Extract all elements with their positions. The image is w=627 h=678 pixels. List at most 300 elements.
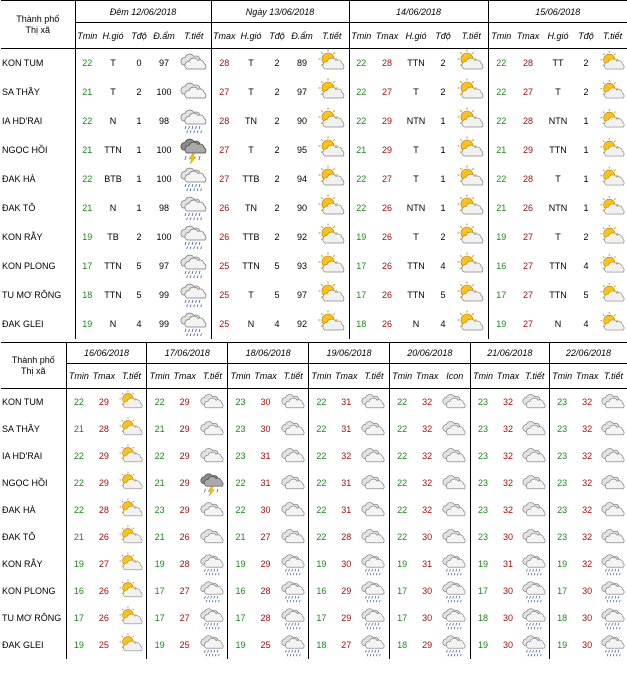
d14-tmax: 29 <box>381 116 392 126</box>
night-wind-direction: N <box>109 203 117 213</box>
night-tmin: 21 <box>75 194 99 223</box>
tmax: 30 <box>422 586 433 596</box>
tmin: 21 <box>66 416 91 443</box>
tmax: 32 <box>582 397 593 408</box>
city-header <box>1 1 75 49</box>
column-header: H.gió <box>401 23 431 49</box>
weather-cell <box>278 470 308 497</box>
d15-wind-level: 1 <box>583 174 589 184</box>
d15-tmin: 19 <box>488 310 514 339</box>
weather-cell <box>440 551 470 578</box>
day-weather-cell <box>315 194 349 223</box>
column-header: T.tiết <box>278 364 308 389</box>
tmax: 28 <box>179 559 190 569</box>
tmax: 27 <box>341 640 352 650</box>
city-header-line2: Thị xã <box>25 24 50 35</box>
sun-cloud-icon <box>599 224 627 251</box>
weather-cell <box>197 578 227 605</box>
weather-cell <box>359 632 389 659</box>
weather-cell <box>197 524 227 551</box>
d14-weather-cell <box>455 252 488 281</box>
tmin: 21 <box>228 524 253 551</box>
tmax: 26 <box>98 532 109 542</box>
d15-wind-direction: N <box>554 319 562 329</box>
weather-cell <box>359 524 389 551</box>
night-wind-direction: T <box>110 58 116 69</box>
tmax: 32 <box>502 505 513 515</box>
night-wind-level: 0 <box>136 58 142 69</box>
d14-tmin: 21 <box>349 136 373 165</box>
d14-tmin: 19 <box>349 223 373 252</box>
d14-tmin: 17 <box>349 252 373 281</box>
tmax: 30 <box>502 640 513 650</box>
d14-weather-cell <box>455 107 488 136</box>
cloudy-icon <box>441 498 468 523</box>
day-tmax: 28 <box>211 107 237 136</box>
day-wind-level: 5 <box>274 290 280 300</box>
city-name: KON TUM <box>2 58 44 69</box>
day-humidity: 97 <box>296 290 307 300</box>
weather-cell <box>278 578 308 605</box>
tmax: 28 <box>260 613 271 623</box>
tmax: 30 <box>260 424 271 434</box>
rain-icon <box>600 633 627 658</box>
rain-icon <box>441 552 468 577</box>
day-wind-level: 2 <box>274 174 280 184</box>
night-humidity: 100 <box>156 174 172 184</box>
weather-cell <box>278 443 308 470</box>
forecast-table-2 <box>1 342 627 659</box>
table-row <box>1 497 627 524</box>
tmin: 22 <box>309 389 334 416</box>
sun-cloud-icon <box>456 78 486 106</box>
d14-wind-level: 2 <box>440 87 446 97</box>
column-header: Icon <box>440 364 470 389</box>
city-name: IA HD'RAI <box>2 116 43 126</box>
cloudy-icon <box>521 498 548 523</box>
d15-tmin: 22 <box>488 165 514 194</box>
cloudy-icon <box>600 525 627 550</box>
sun-cloud-icon <box>118 552 145 577</box>
tmin: 22 <box>66 389 91 416</box>
tmin: 23 <box>470 497 495 524</box>
rain-icon <box>441 579 468 604</box>
tmax: 32 <box>582 505 593 515</box>
weather-cell <box>521 416 550 443</box>
night-humidity: 99 <box>158 319 169 329</box>
night-wind-level: 2 <box>136 87 142 97</box>
tmax: 32 <box>502 424 513 434</box>
date-header: 18/06/2018 <box>228 343 309 364</box>
column-header: T.tiết <box>117 364 147 389</box>
table-row <box>1 470 627 497</box>
tmin: 17 <box>389 605 414 632</box>
column-header: T.tiết <box>600 364 627 389</box>
weather-cell <box>440 443 470 470</box>
sun-cloud-icon <box>456 49 486 77</box>
cloudy-icon <box>521 417 548 442</box>
weather-cell <box>278 416 308 443</box>
rain-icon <box>521 606 548 631</box>
rain-icon <box>280 633 307 658</box>
sun-cloud-icon <box>599 79 627 106</box>
sun-cloud-icon <box>118 390 145 415</box>
date-header: 17/06/2018 <box>147 343 228 364</box>
tmax: 32 <box>582 478 593 488</box>
day-weather-cell <box>315 49 349 78</box>
day-humidity: 90 <box>296 203 307 213</box>
day-wind-level: 2 <box>274 232 280 242</box>
d15-weather-cell <box>598 310 627 339</box>
day-tmax: 26 <box>211 223 237 252</box>
weather-cell <box>117 416 147 443</box>
tmax: 26 <box>179 532 190 542</box>
day-weather-cell <box>315 165 349 194</box>
d14-weather-cell <box>455 310 488 339</box>
city-name: TU MƠ RÔNG <box>2 613 62 623</box>
tmin: 17 <box>549 578 574 605</box>
d15-wind-direction: TTN <box>549 261 567 271</box>
d15-tmin: 21 <box>488 194 514 223</box>
cloudy-icon <box>360 390 387 415</box>
tmin: 19 <box>549 551 574 578</box>
tmin: 17 <box>309 605 334 632</box>
d14-wind-level: 2 <box>440 232 446 242</box>
night-weather-cell <box>177 49 211 78</box>
tmin: 23 <box>549 416 574 443</box>
weather-cell <box>359 605 389 632</box>
column-header: H.gió <box>237 23 265 49</box>
weather-cell <box>440 524 470 551</box>
tmin: 23 <box>549 389 574 416</box>
weather-cell <box>359 497 389 524</box>
day-humidity: 94 <box>296 174 307 184</box>
column-header: Tmax <box>91 364 116 389</box>
tmax: 30 <box>422 532 433 542</box>
night-wind-level: 2 <box>136 232 142 242</box>
column-header: T.tiết <box>455 23 488 49</box>
tmax: 25 <box>98 640 109 650</box>
sun-cloud-icon <box>456 194 486 222</box>
weather-cell <box>197 551 227 578</box>
table-row <box>1 578 627 605</box>
d14-tmax: 28 <box>381 58 392 69</box>
weather-cell <box>197 389 227 416</box>
night-weather-cell <box>177 165 211 194</box>
tmin: 17 <box>470 578 495 605</box>
table-row <box>1 389 627 416</box>
tmin: 22 <box>309 470 334 497</box>
d14-wind-level: 4 <box>440 319 446 329</box>
sun-cloud-icon <box>456 223 486 251</box>
d14-weather-cell <box>455 223 488 252</box>
table-row <box>1 223 627 252</box>
cloudy-icon <box>600 390 627 415</box>
tmax: 28 <box>98 505 109 515</box>
rain-icon <box>179 252 209 280</box>
column-header: Tmin <box>349 23 373 49</box>
night-humidity: 100 <box>156 232 172 242</box>
d15-wind-direction: T <box>555 87 561 97</box>
d14-tmin: 17 <box>349 281 373 310</box>
night-wind-level: 1 <box>136 145 142 155</box>
tmin: 23 <box>228 443 253 470</box>
d14-wind-direction: T <box>413 145 419 155</box>
tmax: 31 <box>422 559 433 569</box>
d14-wind-direction: T <box>413 232 419 242</box>
d14-tmin: 22 <box>349 194 373 223</box>
weather-cell <box>117 443 147 470</box>
night-weather-cell <box>177 310 211 339</box>
sun-cloud-icon <box>599 166 627 193</box>
sun-cloud-icon <box>599 253 627 280</box>
weather-cell <box>600 443 627 470</box>
d15-tmin: 16 <box>488 252 514 281</box>
weather-cell <box>117 524 147 551</box>
tmin: 17 <box>389 578 414 605</box>
d15-tmax: 28 <box>522 116 533 126</box>
date-header: 20/06/2018 <box>389 343 470 364</box>
tmin: 22 <box>147 389 172 416</box>
sun-cloud-icon <box>456 281 486 309</box>
rain-icon <box>179 223 209 251</box>
column-header: Tmax <box>495 364 520 389</box>
d14-tmin: 18 <box>349 310 373 339</box>
rain-icon <box>521 552 548 577</box>
tmin: 22 <box>147 443 172 470</box>
tmax: 32 <box>422 478 433 488</box>
weather-cell <box>117 632 147 659</box>
tmin: 19 <box>549 632 574 659</box>
city-name: NGỌC HỒI <box>2 478 48 488</box>
cloudy-icon <box>280 525 307 550</box>
night-tmin: 19 <box>75 310 99 339</box>
column-header: Tmax <box>373 23 401 49</box>
night-humidity: 100 <box>156 145 172 155</box>
d15-weather-cell <box>598 252 627 281</box>
table-row <box>1 443 627 470</box>
d15-wind-direction: T <box>555 232 561 242</box>
city-name: KON PLONG <box>2 586 56 596</box>
rain-icon <box>199 606 226 631</box>
weather-cell <box>440 497 470 524</box>
day-wind-level: 2 <box>274 87 280 97</box>
cloudy-icon <box>441 525 468 550</box>
d15-weather-cell <box>598 281 627 310</box>
tmax: 29 <box>341 586 352 596</box>
cloudy-icon <box>521 390 548 415</box>
d15-wind-direction: TTN <box>549 290 567 300</box>
weather-cell <box>521 497 550 524</box>
city-name: ĐAK TÔ <box>2 203 36 213</box>
night-humidity: 98 <box>158 116 169 126</box>
d15-wind-level: 1 <box>583 116 589 126</box>
night-wind-direction: T <box>110 87 116 97</box>
day-weather-cell <box>315 107 349 136</box>
tmin: 22 <box>228 470 253 497</box>
tmin: 16 <box>228 578 253 605</box>
column-header: Tmax <box>414 364 439 389</box>
rain-icon <box>360 606 387 631</box>
sun-cloud-icon <box>317 136 347 164</box>
tmax: 31 <box>260 451 271 461</box>
tmax: 31 <box>502 559 513 569</box>
sun-cloud-icon <box>118 417 145 442</box>
d14-tmax: 29 <box>381 145 392 155</box>
table-row <box>1 605 627 632</box>
city-header-line1: Thành phố <box>11 354 55 365</box>
tmin: 23 <box>470 443 495 470</box>
tmax: 30 <box>502 532 513 542</box>
night-humidity: 99 <box>158 290 169 300</box>
column-header: Tđộ <box>431 23 455 49</box>
d15-wind-level: 5 <box>583 290 589 300</box>
weather-cell <box>440 632 470 659</box>
tmin: 22 <box>309 443 334 470</box>
sun-cloud-icon <box>317 78 347 106</box>
tmin: 21 <box>147 416 172 443</box>
date-header: 21/06/2018 <box>470 343 549 364</box>
d15-weather-cell <box>598 194 627 223</box>
cloudy-icon <box>179 78 209 106</box>
city-header-line1: Thành phố <box>16 13 60 24</box>
cloudy-icon <box>600 471 627 496</box>
sun-cloud-icon <box>456 252 486 280</box>
d15-tmin: 22 <box>488 107 514 136</box>
d15-wind-direction: T <box>555 174 561 184</box>
day-tmax: 27 <box>211 136 237 165</box>
column-header: T.tiết <box>177 23 211 49</box>
tmin: 19 <box>470 551 495 578</box>
d14-tmax: 27 <box>381 174 392 184</box>
night-tmin: 17 <box>75 252 99 281</box>
day-tmax: 27 <box>211 78 237 107</box>
d15-weather-cell <box>598 136 627 165</box>
tmin: 22 <box>309 497 334 524</box>
tmax: 30 <box>582 640 593 650</box>
d14-tmax: 26 <box>381 203 392 213</box>
weather-cell <box>117 578 147 605</box>
rain-icon <box>441 633 468 658</box>
night-weather-cell <box>177 281 211 310</box>
cloudy-icon <box>521 444 548 469</box>
tmax: 29 <box>179 451 190 461</box>
d14-tmin: 22 <box>349 78 373 107</box>
cloudy-icon <box>600 417 627 442</box>
cloudy-icon <box>360 417 387 442</box>
tmax: 31 <box>341 424 352 434</box>
weather-cell <box>440 389 470 416</box>
night-weather-cell <box>177 107 211 136</box>
d14-wind-direction: TTN <box>407 58 425 69</box>
weather-cell <box>117 497 147 524</box>
d14-tmin: 22 <box>349 49 373 78</box>
tmin: 17 <box>147 605 172 632</box>
weather-cell <box>278 605 308 632</box>
d14-wind-level: 2 <box>440 58 446 69</box>
d14-weather-cell <box>455 281 488 310</box>
weather-cell <box>600 578 627 605</box>
forecast-table-1 <box>1 0 627 339</box>
column-header: Tmin <box>389 364 414 389</box>
d14-wind-direction: TTN <box>407 290 425 300</box>
cloudy-icon <box>521 471 548 496</box>
day-wind-direction: TN <box>245 203 257 213</box>
d15-tmax: 27 <box>522 232 533 242</box>
tmax: 31 <box>260 478 271 488</box>
d14-wind-level: 4 <box>440 261 446 271</box>
tmax: 29 <box>98 451 109 461</box>
d15-weather-cell <box>598 78 627 107</box>
sun-cloud-icon <box>118 471 145 496</box>
table-row <box>1 194 627 223</box>
column-header: Tmax <box>514 23 542 49</box>
tmax: 30 <box>260 397 271 408</box>
tmin: 22 <box>228 497 253 524</box>
rain-icon <box>521 633 548 658</box>
d14-tmin: 22 <box>349 107 373 136</box>
night-tmin: 22 <box>75 49 99 78</box>
day-tmax: 26 <box>211 194 237 223</box>
day-wind-level: 5 <box>274 261 280 271</box>
cloudy-icon <box>199 390 226 415</box>
column-header: H.gió <box>99 23 127 49</box>
d15-tmax: 28 <box>522 174 533 184</box>
d15-tmax: 27 <box>522 319 533 329</box>
d15-weather-cell <box>598 107 627 136</box>
tmin: 23 <box>549 497 574 524</box>
d15-wind-direction: NTN <box>548 203 568 213</box>
night-tmin: 21 <box>75 78 99 107</box>
cloudy-icon <box>199 417 226 442</box>
night-wind-level: 1 <box>136 116 142 126</box>
date-header: 14/06/2018 <box>349 1 488 23</box>
d14-wind-direction: N <box>412 319 420 329</box>
tmax: 31 <box>341 397 352 408</box>
tmin: 19 <box>147 632 172 659</box>
night-humidity: 98 <box>158 203 169 213</box>
d14-wind-level: 1 <box>440 116 446 126</box>
day-weather-cell <box>315 252 349 281</box>
sun-cloud-icon <box>317 107 347 135</box>
weather-cell <box>117 551 147 578</box>
cloudy-icon <box>199 498 226 523</box>
tmax: 32 <box>422 505 433 515</box>
rain-icon <box>179 281 209 309</box>
day-wind-direction: TN <box>245 116 257 126</box>
rain-icon <box>360 579 387 604</box>
weather-cell <box>600 632 627 659</box>
date-header: 19/06/2018 <box>309 343 390 364</box>
tmin: 22 <box>309 524 334 551</box>
city-header <box>1 343 66 389</box>
tmax: 28 <box>260 586 271 596</box>
rain-icon <box>199 633 226 658</box>
cloudy-icon <box>441 390 468 415</box>
weather-cell <box>278 551 308 578</box>
rain-icon <box>441 606 468 631</box>
rain-icon <box>600 606 627 631</box>
rain-icon <box>360 552 387 577</box>
day-tmax: 25 <box>211 281 237 310</box>
d15-tmax: 28 <box>522 58 533 69</box>
d15-wind-level: 2 <box>583 58 589 69</box>
weather-cell <box>359 416 389 443</box>
tmin: 23 <box>470 524 495 551</box>
night-weather-cell <box>177 136 211 165</box>
date-header: 16/06/2018 <box>66 343 147 364</box>
tmax: 30 <box>502 586 513 596</box>
